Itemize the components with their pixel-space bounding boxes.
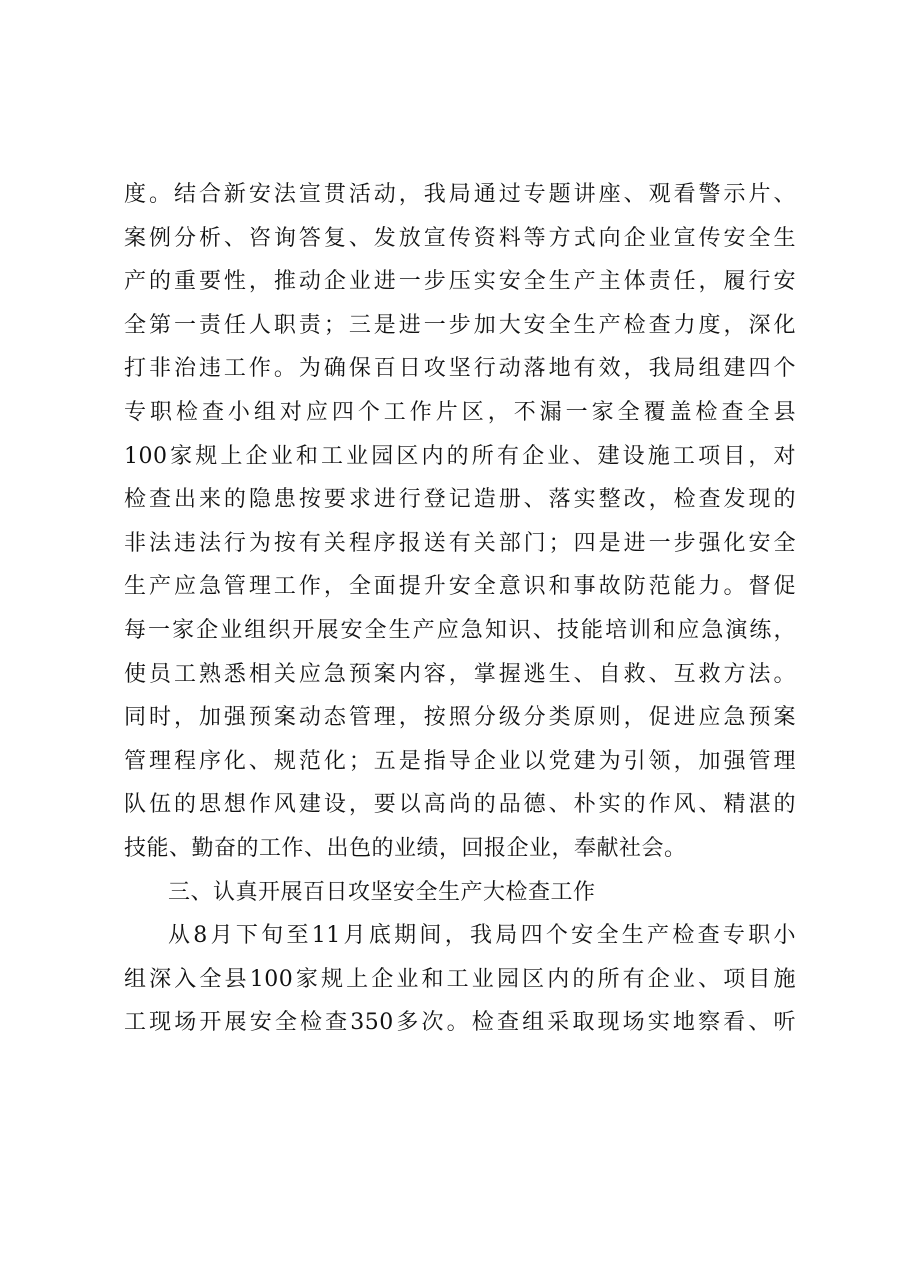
text-line: 非法违法行为按有关程序报送有关部门；四是进一步强化安全 <box>124 530 796 556</box>
text-line: 同时，加强预案动态管理，按照分级分类原则，促进应急预案 <box>124 705 796 731</box>
text-line: 工现场开展安全检查350多次。检查组采取现场实地察看、听 <box>124 1010 796 1036</box>
text-line: 全第一责任人职责；三是进一步加大安全生产检查力度，深化 <box>124 312 796 338</box>
text-line: 技能、勤奋的工作、出色的业绩，回报企业，奉献社会。 <box>124 835 687 861</box>
text-line: 打非治违工作。为确保百日攻坚行动落地有效，我局组建四个 <box>124 356 796 382</box>
text-line: 队伍的思想作风建设，要以高尚的品德、朴实的作风、精湛的 <box>124 792 796 818</box>
text-line: 案例分析、咨询答复、发放宣传资料等方式向企业宣传安全生 <box>124 225 796 251</box>
text-line: 使员工熟悉相关应急预案内容，掌握逃生、自救、互救方法。 <box>124 661 796 687</box>
text-line: 检查出来的隐患按要求进行登记造册、落实整改，检查发现的 <box>124 487 796 513</box>
text-line: 组深入全县100家规上企业和工业园区内的所有企业、项目施 <box>124 966 796 992</box>
text-line: 每一家企业组织开展安全生产应急知识、技能培训和应急演练， <box>124 617 796 643</box>
section-heading: 三、认真开展百日攻坚安全生产大检查工作 <box>168 879 596 905</box>
text-line: 100家规上企业和工业园区内的所有企业、建设施工项目，对 <box>124 443 796 469</box>
text-line: 从8月下旬至11月底期间，我局四个安全生产检查专职小 <box>168 923 796 949</box>
text-line: 专职检查小组对应四个工作片区，不漏一家全覆盖检查全县 <box>124 399 796 425</box>
text-line: 管理程序化、规范化；五是指导企业以党建为引领，加强管理 <box>124 748 796 774</box>
text-line: 生产应急管理工作，全面提升安全意识和事故防范能力。督促 <box>124 574 796 600</box>
text-line: 产的重要性，推动企业进一步压实安全生产主体责任，履行安 <box>124 269 796 295</box>
text-line: 度。结合新安法宣贯活动，我局通过专题讲座、观看警示片、 <box>124 182 796 207</box>
document-body <box>124 173 796 1045</box>
